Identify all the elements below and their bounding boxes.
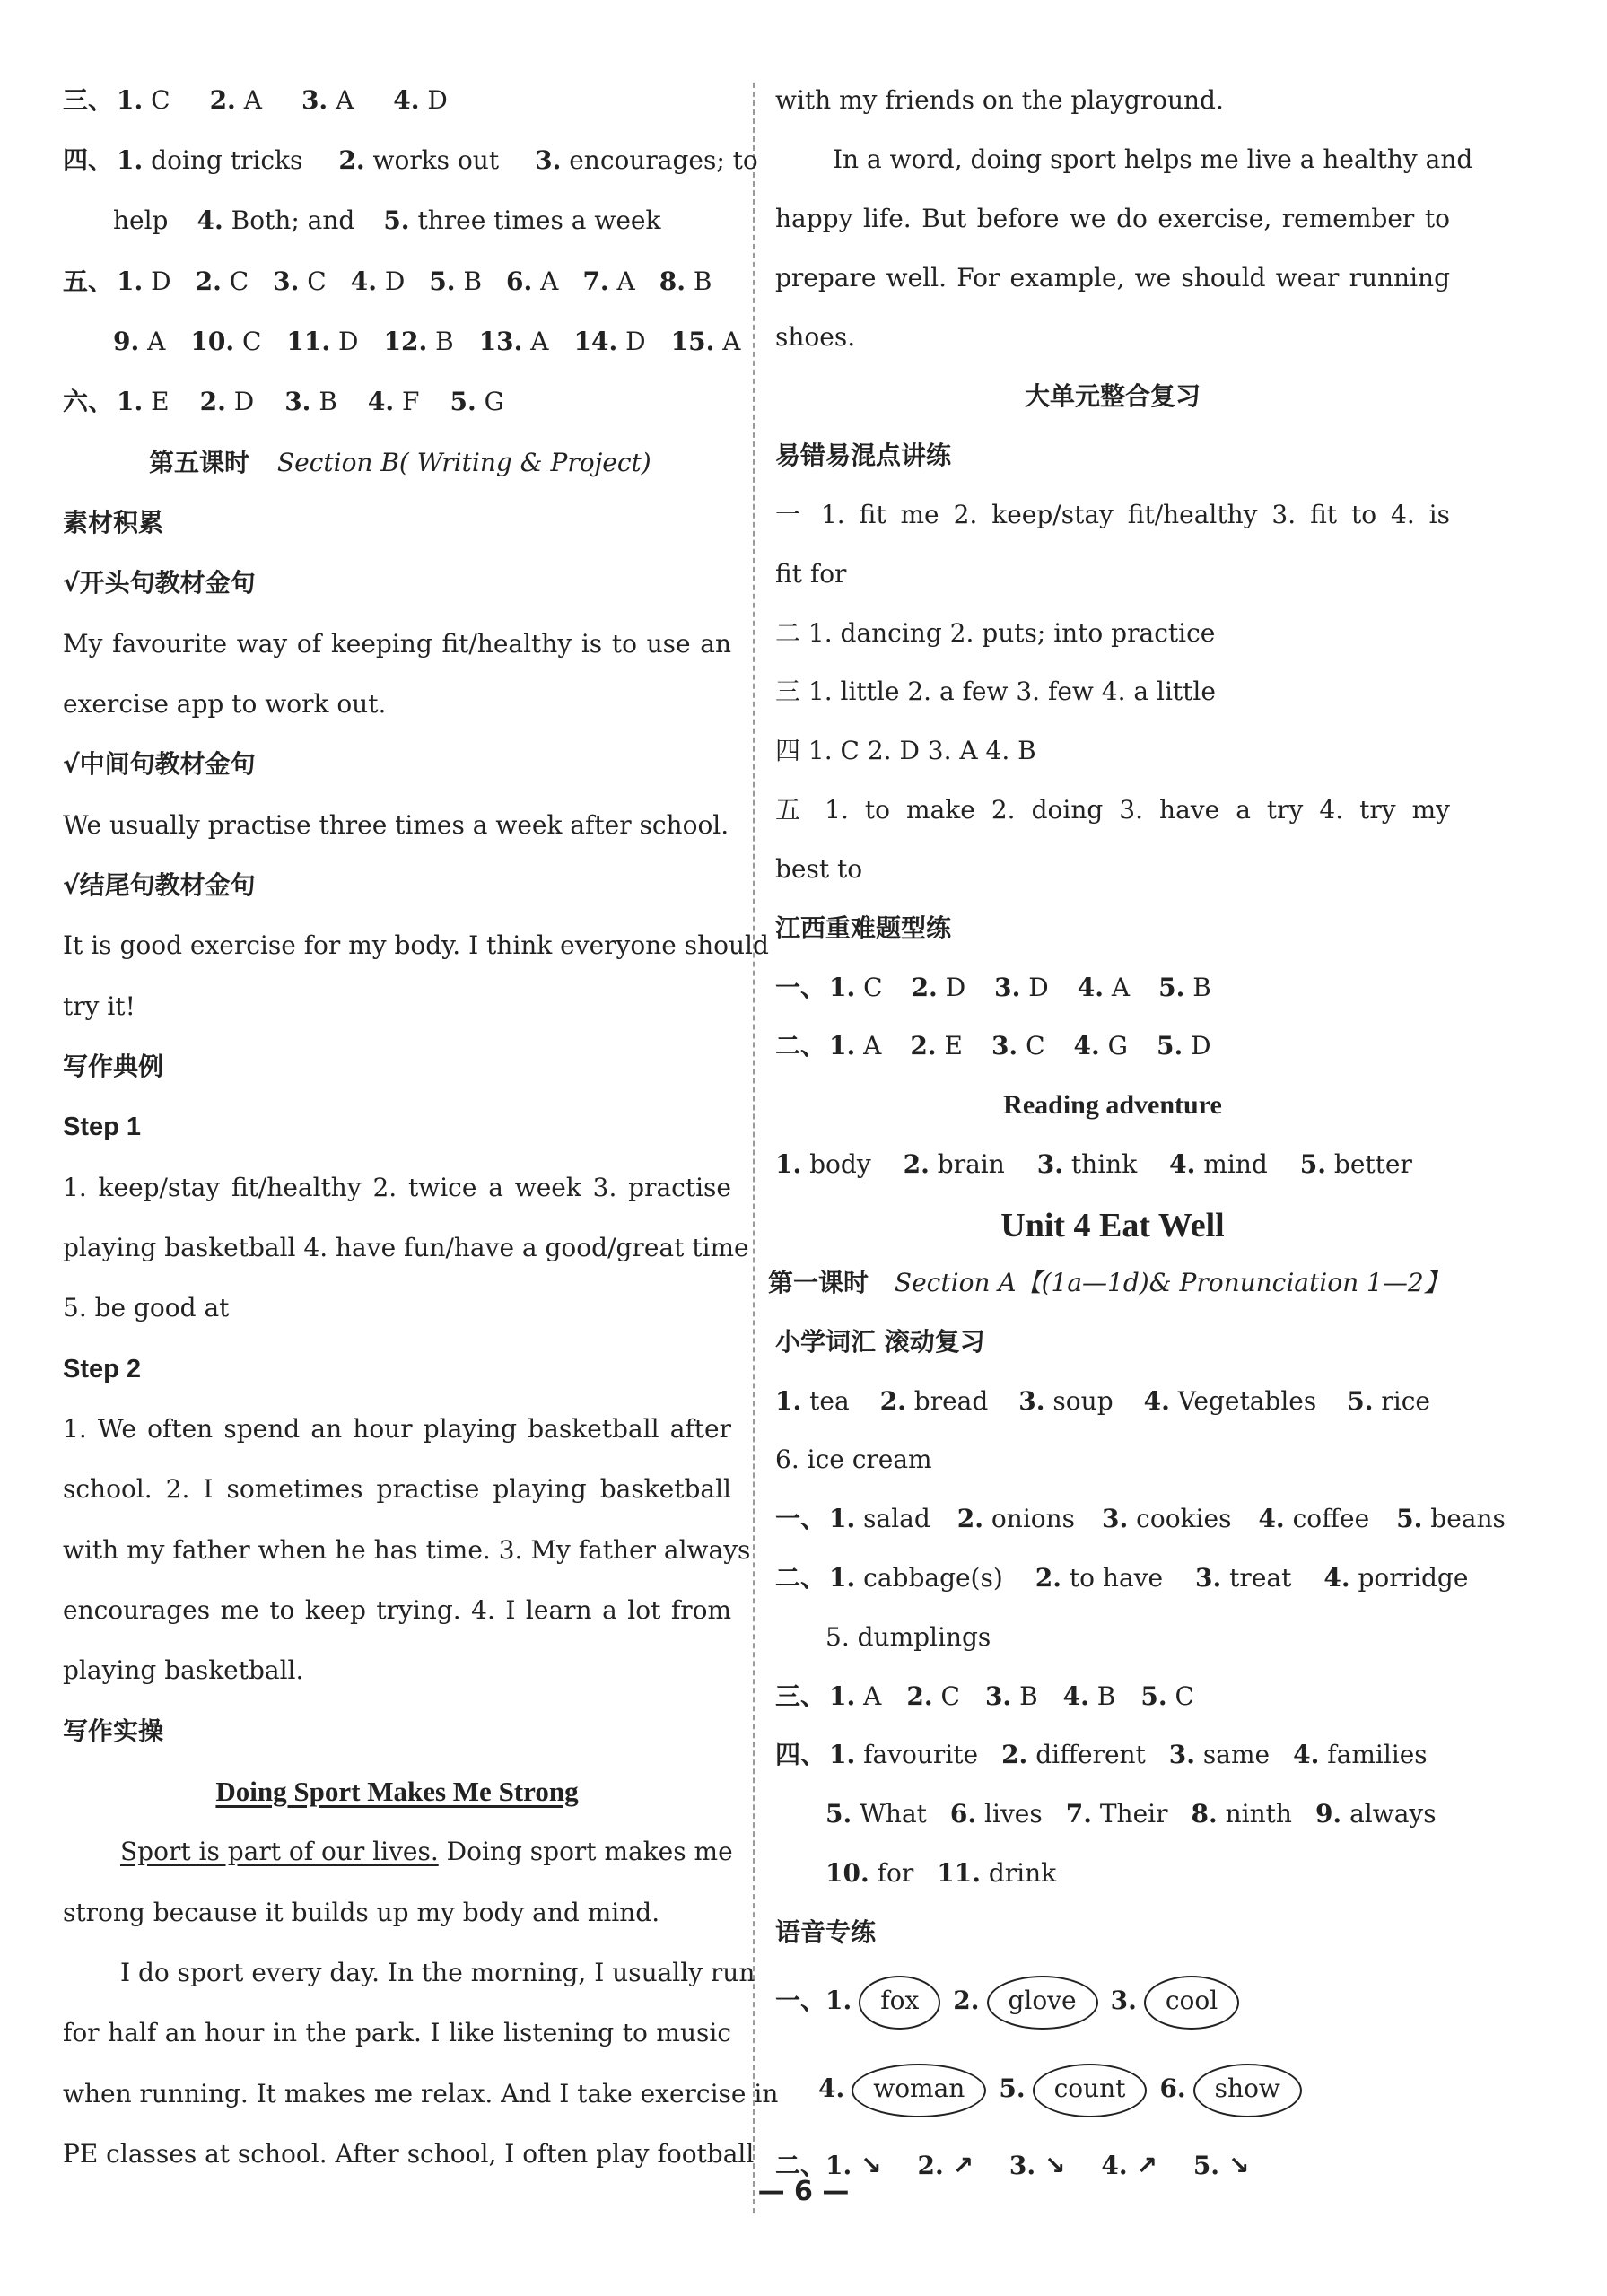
answer-item: 1. D xyxy=(117,266,171,296)
answer-item: 1. tea xyxy=(775,1386,850,1416)
answer-item: 4. B xyxy=(1062,1681,1116,1711)
answer-item: 2. bread xyxy=(879,1386,989,1416)
answer-item: 5. better xyxy=(1299,1149,1412,1179)
answer-item: 2. E xyxy=(910,1031,963,1061)
item-number: 3. xyxy=(1110,1986,1137,2015)
answer-item: 4. Vegetables xyxy=(1143,1386,1317,1416)
ending-heading: √结尾句教材金句 xyxy=(63,870,256,900)
answer-item: 14. D xyxy=(573,327,646,356)
jiangxi-yi xyxy=(775,965,1450,1011)
answer-item: 7. A xyxy=(582,266,635,296)
essay-p2-l4: PE classes at school. After school, I often play football xyxy=(63,2139,755,2169)
answer-item: 2. C xyxy=(906,1681,960,1711)
answer-item: 6. A xyxy=(506,266,559,296)
yicuo-yi-l1: 一 1. fit me 2. keep/stay fit/healthy 3. fit to 4. is xyxy=(775,500,1450,529)
section-prefix: 三、 xyxy=(63,85,114,115)
answer-item: 5. C xyxy=(1140,1681,1194,1711)
yicuo-wu-l2: best to xyxy=(775,854,863,884)
section-prefix: 二、 xyxy=(775,1031,826,1061)
answer-item: 5. G xyxy=(450,387,504,416)
section-prefix: 一、 xyxy=(775,973,826,1002)
section-prefix: 一、 xyxy=(775,1504,826,1533)
intonation-arrow-icon: ↗ xyxy=(952,2151,974,2180)
opening-sentence-l1: My favourite way of keeping fit/healthy is to use an xyxy=(63,629,731,659)
section-prefix: 一、 xyxy=(775,1986,826,2015)
answer-item: 3. B xyxy=(984,1681,1038,1711)
answer-item: 3. C xyxy=(991,1031,1045,1061)
opening-sentence-l2: exercise app to work out. xyxy=(63,689,387,719)
answer-item: 2. onions xyxy=(956,1504,1076,1533)
answer-item: 10. for xyxy=(825,1858,914,1888)
answer-item: 11. drink xyxy=(937,1858,1057,1888)
answer-item: 7. Their xyxy=(1065,1799,1168,1829)
answer-item: 3. C xyxy=(273,266,327,296)
jiangxi-er xyxy=(775,1023,1450,1069)
answer-item: 5. What xyxy=(825,1799,927,1829)
yicuo-yi-l2: fit for xyxy=(775,559,847,589)
yicuo-si: 四 1. C 2. D 3. A 4. B xyxy=(775,736,1036,765)
xiaoxue-line1 xyxy=(775,1378,1450,1425)
essay-p3-l2: happy life. But before we do exercise, remember to xyxy=(775,204,1450,233)
middle-sentence: We usually practise three times a week after school. xyxy=(63,810,729,840)
lesson5-heading xyxy=(63,440,731,486)
answer-item: 8. ninth xyxy=(1191,1799,1292,1829)
answer-item: 13. A xyxy=(478,327,549,356)
yicuo-wu-l1: 五 1. to make 2. doing 3. have a try 4. try my xyxy=(775,795,1450,825)
answer-item: 1. C xyxy=(117,85,170,115)
answer-item: 2. D xyxy=(199,387,255,416)
essay-p1-l2: strong because it builds up my body and mind. xyxy=(63,1898,660,1927)
yicuo-heading: 易错易混点讲练 xyxy=(775,441,952,470)
item-number: 5. xyxy=(999,2073,1026,2103)
reading-adventure-title: Reading adventure xyxy=(1003,1090,1222,1120)
answer-item: 3. soup xyxy=(1018,1386,1114,1416)
intonation-arrow-icon: ↘ xyxy=(860,2151,882,2180)
answer-item: 4. mind xyxy=(1169,1149,1268,1179)
answer-item: 3. D xyxy=(994,973,1049,1002)
item-number: 1. xyxy=(825,2151,860,2180)
ending-sentence-l2: try it! xyxy=(63,991,135,1021)
answer-item: 2. C xyxy=(195,266,249,296)
answer-item: 9. A xyxy=(113,327,166,356)
circled-word: count xyxy=(1033,2064,1148,2117)
answer-item: 1. body xyxy=(775,1149,871,1179)
yuyin-yi-row1 xyxy=(775,1972,1450,2030)
essay-p2-l1: I do sport every day. In the morning, I usually run xyxy=(120,1958,755,1987)
answer-item: 1. A xyxy=(829,1681,882,1711)
answer-item: 4. Both; and xyxy=(197,205,355,235)
xiaoxue-heading: 小学词汇 滚动复习 xyxy=(775,1327,985,1357)
answer-item: 4. D xyxy=(350,266,406,296)
section-prefix: 二、 xyxy=(775,1563,826,1593)
answer-item: 2. different xyxy=(1001,1740,1146,1769)
reading-answers xyxy=(775,1141,1450,1188)
u4-san xyxy=(775,1673,1450,1720)
answers-liu xyxy=(63,379,731,425)
jiangxi-heading: 江西重难题型练 xyxy=(775,913,952,943)
answer-item: 4. porridge xyxy=(1323,1563,1469,1593)
answer-item: 1. cabbage(s) xyxy=(829,1563,1003,1593)
yuyin-heading: 语音专练 xyxy=(775,1917,877,1947)
step2-line4: encourages me to keep trying. 4. I learn a lot from xyxy=(63,1595,731,1625)
answers-san xyxy=(63,77,731,124)
answer-item: 4. families xyxy=(1293,1740,1428,1769)
answer-item: 4. coffee xyxy=(1258,1504,1370,1533)
circled-word: show xyxy=(1193,2064,1302,2117)
answer-item: 1. favourite xyxy=(829,1740,979,1769)
ending-sentence-l1: It is good exercise for my body. I think everyone should xyxy=(63,930,769,960)
circled-word: glove xyxy=(987,1976,1098,2030)
section-prefix: 三、 xyxy=(775,1681,826,1711)
answer-item: 1. doing tricks xyxy=(117,145,303,175)
answers-si-line1 xyxy=(63,137,758,184)
essay-p2-l2: for half an hour in the park. I like listening to music xyxy=(63,2018,731,2047)
answer-item: 1. salad xyxy=(829,1504,930,1533)
item-number: 2. xyxy=(953,1986,980,2015)
step2-heading: Step 2 xyxy=(63,1355,142,1384)
answers-wu-line1 xyxy=(63,258,731,305)
item-number: 5. xyxy=(1192,2151,1228,2180)
essay-p3-l3: prepare well. For example, we should wear running xyxy=(775,263,1450,292)
answer-item: 5. B xyxy=(1158,973,1211,1002)
essay-p3-l1: In a word, doing sport helps me live a healthy and xyxy=(833,144,1473,174)
intonation-arrow-icon: ↘ xyxy=(1044,2151,1066,2180)
lesson5-label: 第五课时 xyxy=(149,448,250,477)
answer-item: help xyxy=(113,205,169,235)
essay-p2-l5: with my friends on the playground. xyxy=(775,85,1224,115)
reading-adventure-row xyxy=(775,1082,1450,1129)
answer-item: 12. B xyxy=(383,327,454,356)
u4-er-line1 xyxy=(775,1555,1469,1602)
answer-item: 1. A xyxy=(829,1031,882,1061)
item-number: 3. xyxy=(1009,2151,1044,2180)
answer-item: 3. treat xyxy=(1195,1563,1292,1593)
answer-item: 2. A xyxy=(209,85,262,115)
item-number: 1. xyxy=(825,1986,852,2015)
column-divider xyxy=(753,83,755,2213)
essay-p1-l1 xyxy=(63,1829,731,1875)
step2-line1: 1. We often spend an hour playing basketball after xyxy=(63,1414,731,1444)
opening-heading: √开头句教材金句 xyxy=(63,568,256,598)
answer-item: 6. lives xyxy=(949,1799,1043,1829)
answer-item: 15. A xyxy=(670,327,741,356)
circled-word: fox xyxy=(859,1976,940,2030)
lesson1-section: Section A【(1a—1d)& Pronunciation 1—2】 xyxy=(894,1268,1449,1297)
answer-item: 4. D xyxy=(393,85,448,115)
answer-item: 3. think xyxy=(1036,1149,1138,1179)
answer-item: 5. three times a week xyxy=(383,205,661,235)
unit4-title: Unit 4 Eat Well xyxy=(1000,1207,1225,1244)
review-title: 大单元整合复习 xyxy=(1024,381,1201,411)
essay-p2-l3: when running. It makes me relax. And I take exercise in xyxy=(63,2079,779,2108)
section-prefix: 四、 xyxy=(775,1740,826,1769)
lesson1-heading xyxy=(768,1260,1450,1306)
middle-heading: √中间句教材金句 xyxy=(63,749,256,779)
answer-item: 11. D xyxy=(286,327,359,356)
step2-line5: playing basketball. xyxy=(63,1655,304,1685)
section-prefix: 五、 xyxy=(63,266,114,296)
answer-item: 4. A xyxy=(1077,973,1131,1002)
answer-item: 9. always xyxy=(1314,1799,1437,1829)
answer-item: 4. F xyxy=(367,387,420,416)
item-number: 6. xyxy=(1159,2073,1186,2103)
answer-item: 10. C xyxy=(190,327,262,356)
item-number: 4. xyxy=(818,2073,845,2103)
answer-item: 2. D xyxy=(911,973,966,1002)
item-number: 2. xyxy=(917,2151,953,2180)
u4-si-line3 xyxy=(775,1850,1450,1897)
answer-item: 5. rice xyxy=(1347,1386,1430,1416)
step1-line1: 1. keep/stay fit/healthy 2. twice a week 3. practise xyxy=(63,1173,731,1202)
step1-line3: 5. be good at xyxy=(63,1293,230,1323)
answer-item: 2. works out xyxy=(338,145,500,175)
essay-topic-sentence: Sport is part of our lives. xyxy=(120,1837,439,1866)
answer-item: 3. B xyxy=(284,387,337,416)
lesson5-section: Section B( Writing & Project) xyxy=(276,448,651,477)
essay-title-row xyxy=(63,1768,731,1815)
answer-item: 5. B xyxy=(429,266,483,296)
answer-item: 1. E xyxy=(117,387,170,416)
answer-item: 1. C xyxy=(829,973,883,1002)
essay-p1-l1-rest: Doing sport makes me xyxy=(446,1837,733,1866)
answer-item: 8. B xyxy=(659,266,712,296)
xiezuo-shicao-heading: 写作实操 xyxy=(63,1716,164,1746)
circled-word: cool xyxy=(1144,1976,1239,2030)
intonation-arrow-icon: ↗ xyxy=(1136,2151,1157,2180)
answer-item: 3. same xyxy=(1168,1740,1271,1769)
circled-word: woman xyxy=(852,2064,986,2117)
step1-line2: playing basketball 4. have fun/have a good/great time xyxy=(63,1233,749,1262)
answer-item: 2. brain xyxy=(903,1149,1005,1179)
answer-item: 2. to have xyxy=(1035,1563,1164,1593)
yicuo-san: 三 1. little 2. a few 3. few 4. a little xyxy=(775,677,1216,706)
page-number: — 6 — xyxy=(757,2176,850,2207)
answer-item: 3. A xyxy=(301,85,354,115)
u4-si-line2 xyxy=(775,1791,1450,1838)
u4-si-line1 xyxy=(775,1732,1450,1778)
step2-line3: with my father when he has time. 3. My father always xyxy=(63,1535,751,1565)
lesson1-label: 第一课时 xyxy=(768,1268,869,1297)
u4-yi xyxy=(775,1496,1506,1542)
u4-er-line2: 5. dumplings xyxy=(825,1622,991,1652)
item-number: 4. xyxy=(1101,2151,1137,2180)
essay-title: Doing Sport Makes Me Strong xyxy=(215,1776,579,1807)
answers-wu-line2 xyxy=(63,319,741,365)
yicuo-er: 二 1. dancing 2. puts; into practice xyxy=(775,618,1216,648)
intonation-arrow-icon: ↘ xyxy=(1227,2151,1250,2180)
sucai-heading: 素材积累 xyxy=(63,508,164,537)
xiezuo-dianli-heading: 写作典例 xyxy=(63,1052,164,1081)
answer-item: 5. beans xyxy=(1396,1504,1506,1533)
section-prefix: 二、 xyxy=(775,2151,826,2180)
xiaoxue-line2: 6. ice cream xyxy=(775,1445,932,1474)
essay-p3-l4: shoes. xyxy=(775,322,856,352)
answers-si-line2 xyxy=(63,197,731,244)
section-prefix: 四、 xyxy=(63,145,114,175)
yuyin-yi-row2 xyxy=(775,2060,1450,2117)
section-prefix: 六、 xyxy=(63,387,114,416)
answer-item: 3. cookies xyxy=(1102,1504,1232,1533)
step1-heading: Step 1 xyxy=(63,1113,142,1141)
answer-item: 3. encourages; to xyxy=(535,145,758,175)
answer-item: 5. D xyxy=(1157,1031,1211,1061)
step2-line2: school. 2. I sometimes practise playing basketball xyxy=(63,1474,731,1504)
answer-item: 4. G xyxy=(1073,1031,1129,1061)
